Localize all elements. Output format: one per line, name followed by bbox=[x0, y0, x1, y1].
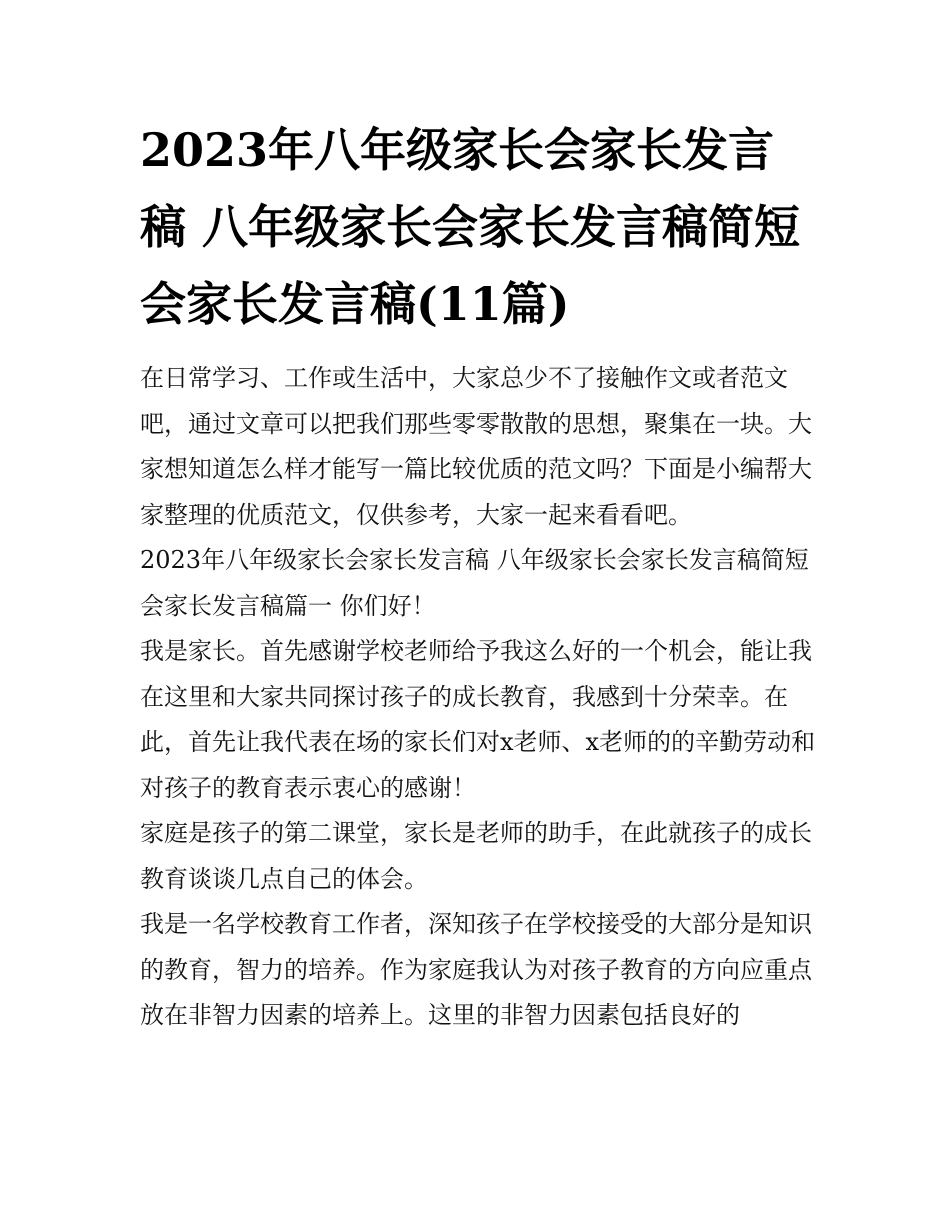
paragraph-heading-1: 2023年八年级家长会家长发言稿 八年级家长会家长发言稿简短会家长发言稿篇一 你们好！ bbox=[140, 546, 809, 620]
document-body bbox=[140, 356, 820, 1039]
paragraph-thanks: 我是家长。首先感谢学校老师给予我这么好的一个机会，能让我在这里和大家共同探讨孩子的成长教育，我感到十分荣幸。在此，首先让我代表在场的家长们对x老师、x老师的的辛勤劳动和对孩子的教育表示衷心的感谢！ bbox=[140, 637, 816, 802]
paragraph-education: 我是一名学校教育工作者，深知孩子在学校接受的大部分是知识的教育，智力的培养。作为家庭我认为对孩子教育的方向应重点放在非智力因素的培养上。这里的非智力因素包括良好的 bbox=[140, 910, 812, 1029]
paragraph-intro: 在日常学习、工作或生活中，大家总少不了接触作文或者范文吧，通过文章可以把我们那些零零散散的思想，聚集在一块。大家想知道怎么样才能写一篇比较优质的范文吗？下面是小编帮大家整理的优质范文，仅供参考，大家一起来看看吧。 bbox=[140, 364, 812, 529]
paragraph-family-classroom: 家庭是孩子的第二课堂，家长是老师的助手，在此就孩子的成长教育谈谈几点自己的体会。 bbox=[140, 819, 812, 893]
document-title: 2023年八年级家长会家长发言稿 八年级家长会家长发言稿简短会家长发言稿(11篇) bbox=[140, 123, 801, 331]
